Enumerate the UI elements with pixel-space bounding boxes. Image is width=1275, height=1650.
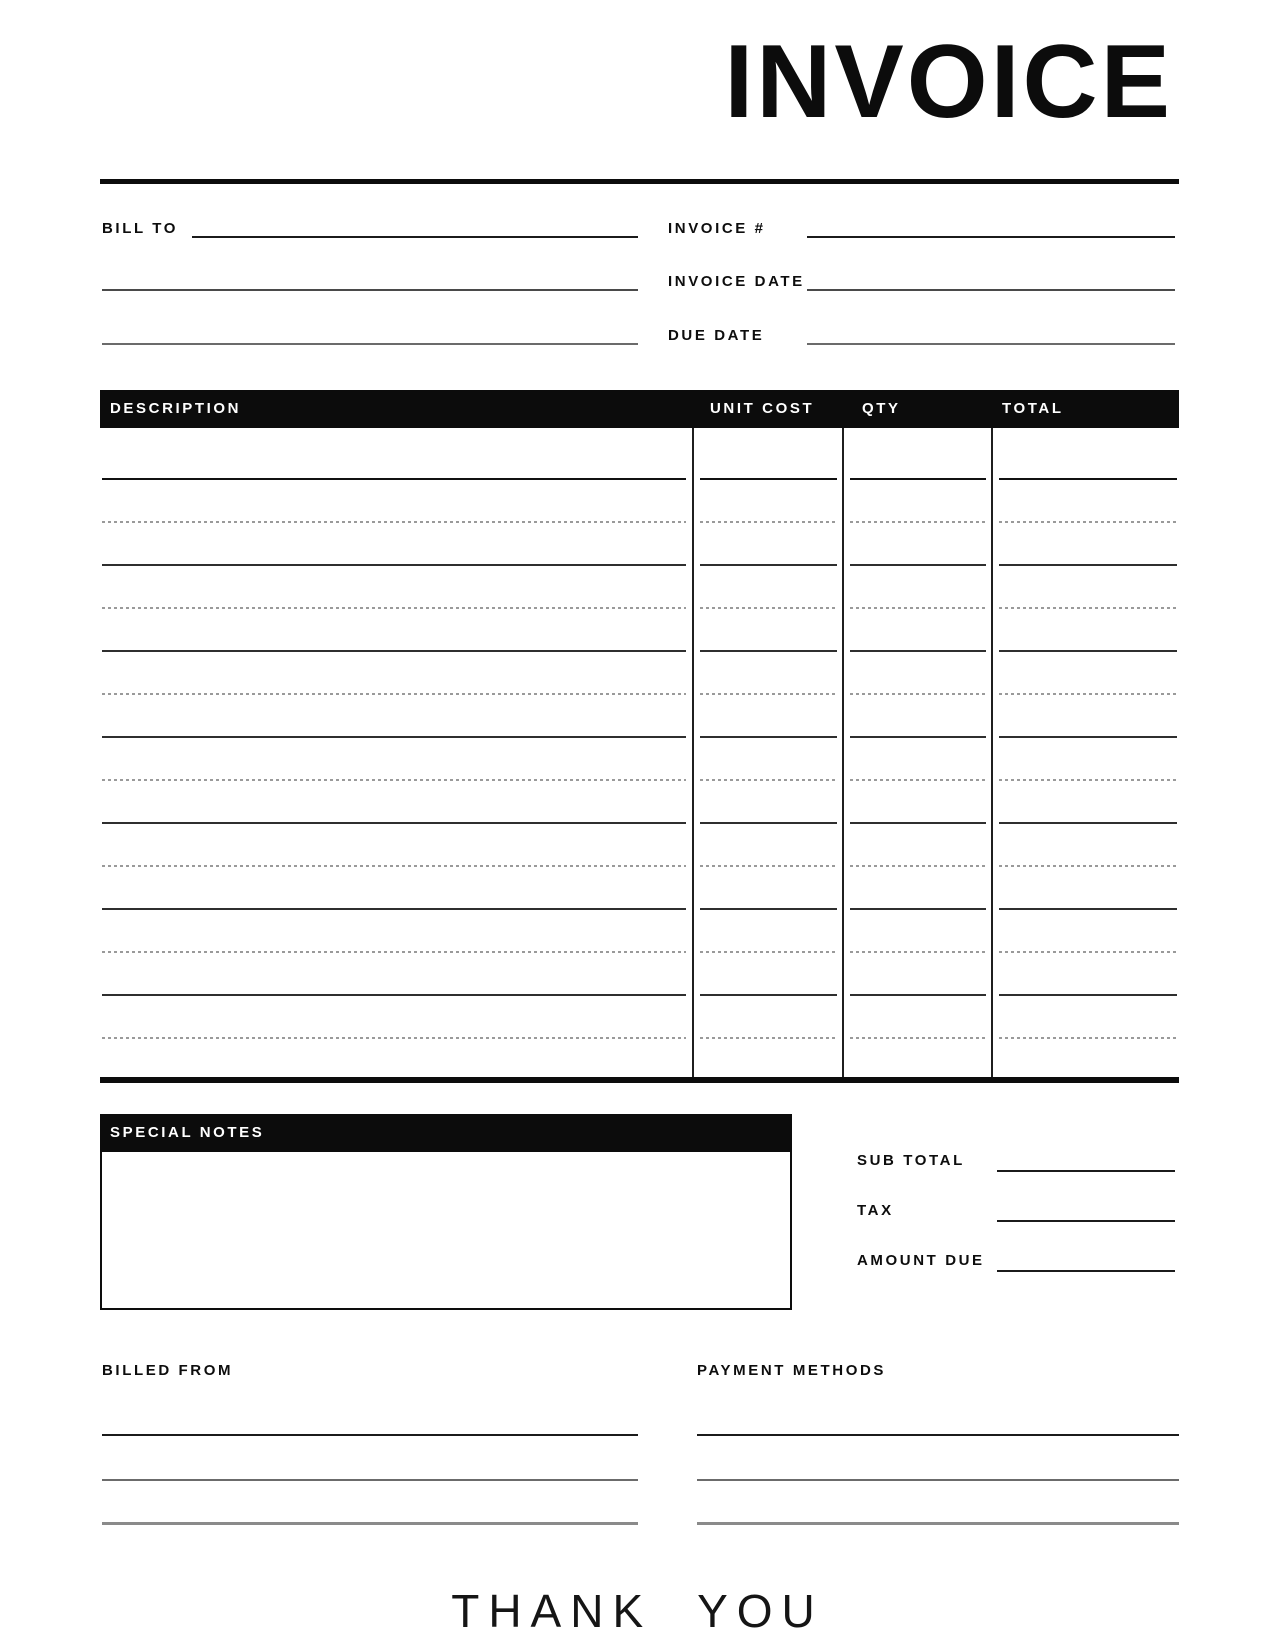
table-row-line-dashed bbox=[999, 693, 1177, 695]
payment-methods-line-2 bbox=[697, 1479, 1179, 1481]
table-row-line-dashed bbox=[102, 951, 686, 953]
special-notes-label: SPECIAL NOTES bbox=[110, 1124, 265, 1141]
table-row-line-solid bbox=[700, 650, 837, 652]
payment-methods-line-3 bbox=[697, 1522, 1179, 1525]
table-row-line-dashed bbox=[850, 607, 986, 609]
invoice-number-label: INVOICE # bbox=[668, 220, 766, 237]
table-row-line-solid bbox=[999, 822, 1177, 824]
table-row-line-solid bbox=[850, 822, 986, 824]
table-row-line-dashed bbox=[850, 951, 986, 953]
column-header-qty: QTY bbox=[862, 400, 901, 417]
table-row-line-dashed bbox=[102, 1037, 686, 1039]
table-row-line-solid bbox=[850, 908, 986, 910]
table-row-line-solid bbox=[700, 736, 837, 738]
page-title: INVOICE bbox=[724, 24, 1173, 140]
table-row-line-solid bbox=[700, 994, 837, 996]
billed-from-line-2 bbox=[102, 1479, 638, 1481]
invoice-date-label: INVOICE DATE bbox=[668, 273, 805, 290]
amount-due-line bbox=[997, 1270, 1175, 1272]
table-row-line-solid bbox=[102, 908, 686, 910]
table-row-line-dashed bbox=[999, 865, 1177, 867]
table-row-line-solid bbox=[999, 564, 1177, 566]
table-row-line-dashed bbox=[850, 779, 986, 781]
tax-line bbox=[997, 1220, 1175, 1222]
table-row-line-solid bbox=[102, 564, 686, 566]
billed-from-line-3 bbox=[102, 1522, 638, 1525]
table-row-line-dashed bbox=[102, 865, 686, 867]
table-row-line-dashed bbox=[700, 1037, 837, 1039]
table-row-line-dashed bbox=[102, 521, 686, 523]
table-row-line-solid bbox=[999, 650, 1177, 652]
bill-to-label: BILL TO bbox=[102, 220, 178, 237]
table-row-line-solid bbox=[850, 564, 986, 566]
table-row-line-dashed bbox=[999, 779, 1177, 781]
bill-to-line-2 bbox=[102, 289, 638, 291]
column-header-unit-cost: UNIT COST bbox=[710, 400, 815, 417]
thank-you-message: THANK YOU bbox=[451, 1585, 824, 1637]
table-row-line-dashed bbox=[700, 521, 837, 523]
table-row-line-dashed bbox=[999, 1037, 1177, 1039]
special-notes-box bbox=[100, 1152, 792, 1310]
table-row-line-dashed bbox=[850, 865, 986, 867]
table-row-line-dashed bbox=[700, 607, 837, 609]
table-row-line-solid bbox=[850, 478, 986, 480]
column-header-description: DESCRIPTION bbox=[110, 400, 242, 417]
table-row-line-solid bbox=[102, 478, 686, 480]
table-row-line-solid bbox=[102, 650, 686, 652]
amount-due-label: AMOUNT DUE bbox=[857, 1252, 985, 1269]
table-row-line-solid bbox=[850, 994, 986, 996]
payment-methods-line-1 bbox=[697, 1434, 1179, 1436]
invoice-date-line bbox=[807, 289, 1175, 291]
table-row-line-solid bbox=[700, 564, 837, 566]
table-row-line-solid bbox=[102, 736, 686, 738]
table-row-line-solid bbox=[999, 736, 1177, 738]
column-header-total: TOTAL bbox=[1002, 400, 1064, 417]
table-row-line-dashed bbox=[850, 1037, 986, 1039]
table-row-line-dashed bbox=[102, 693, 686, 695]
table-row-line-dashed bbox=[999, 951, 1177, 953]
column-divider-total bbox=[991, 428, 993, 1077]
table-row-line-solid bbox=[102, 822, 686, 824]
payment-methods-label: PAYMENT METHODS bbox=[697, 1362, 887, 1379]
table-row-line-solid bbox=[102, 994, 686, 996]
table-row-line-solid bbox=[700, 478, 837, 480]
table-row-line-dashed bbox=[700, 865, 837, 867]
column-divider-qty bbox=[842, 428, 844, 1077]
special-notes-header bbox=[100, 1114, 792, 1152]
sub-total-line bbox=[997, 1170, 1175, 1172]
table-row-line-dashed bbox=[700, 693, 837, 695]
items-table-bottom-rule bbox=[100, 1077, 1179, 1083]
table-row-line-dashed bbox=[102, 607, 686, 609]
column-divider-unit-cost bbox=[692, 428, 694, 1077]
table-row-line-dashed bbox=[102, 779, 686, 781]
due-date-line bbox=[807, 343, 1175, 345]
sub-total-label: SUB TOTAL bbox=[857, 1152, 965, 1169]
due-date-label: DUE DATE bbox=[668, 327, 765, 344]
table-row-line-dashed bbox=[700, 951, 837, 953]
table-row-line-solid bbox=[850, 650, 986, 652]
items-table-body bbox=[100, 428, 1179, 1077]
table-row-line-solid bbox=[999, 908, 1177, 910]
items-table-header bbox=[100, 390, 1179, 428]
billed-from-line-1 bbox=[102, 1434, 638, 1436]
table-row-line-solid bbox=[999, 478, 1177, 480]
tax-label: TAX bbox=[857, 1202, 894, 1219]
billed-from-label: BILLED FROM bbox=[102, 1362, 234, 1379]
header-divider bbox=[100, 179, 1179, 184]
invoice-number-line bbox=[807, 236, 1175, 238]
table-row-line-solid bbox=[999, 994, 1177, 996]
bill-to-line-1 bbox=[192, 236, 638, 238]
table-row-line-dashed bbox=[999, 521, 1177, 523]
table-row-line-solid bbox=[700, 908, 837, 910]
table-row-line-solid bbox=[700, 822, 837, 824]
table-row-line-dashed bbox=[850, 521, 986, 523]
table-row-line-dashed bbox=[700, 779, 837, 781]
bill-to-line-3 bbox=[102, 343, 638, 345]
table-row-line-solid bbox=[850, 736, 986, 738]
table-row-line-dashed bbox=[850, 693, 986, 695]
table-row-line-dashed bbox=[999, 607, 1177, 609]
